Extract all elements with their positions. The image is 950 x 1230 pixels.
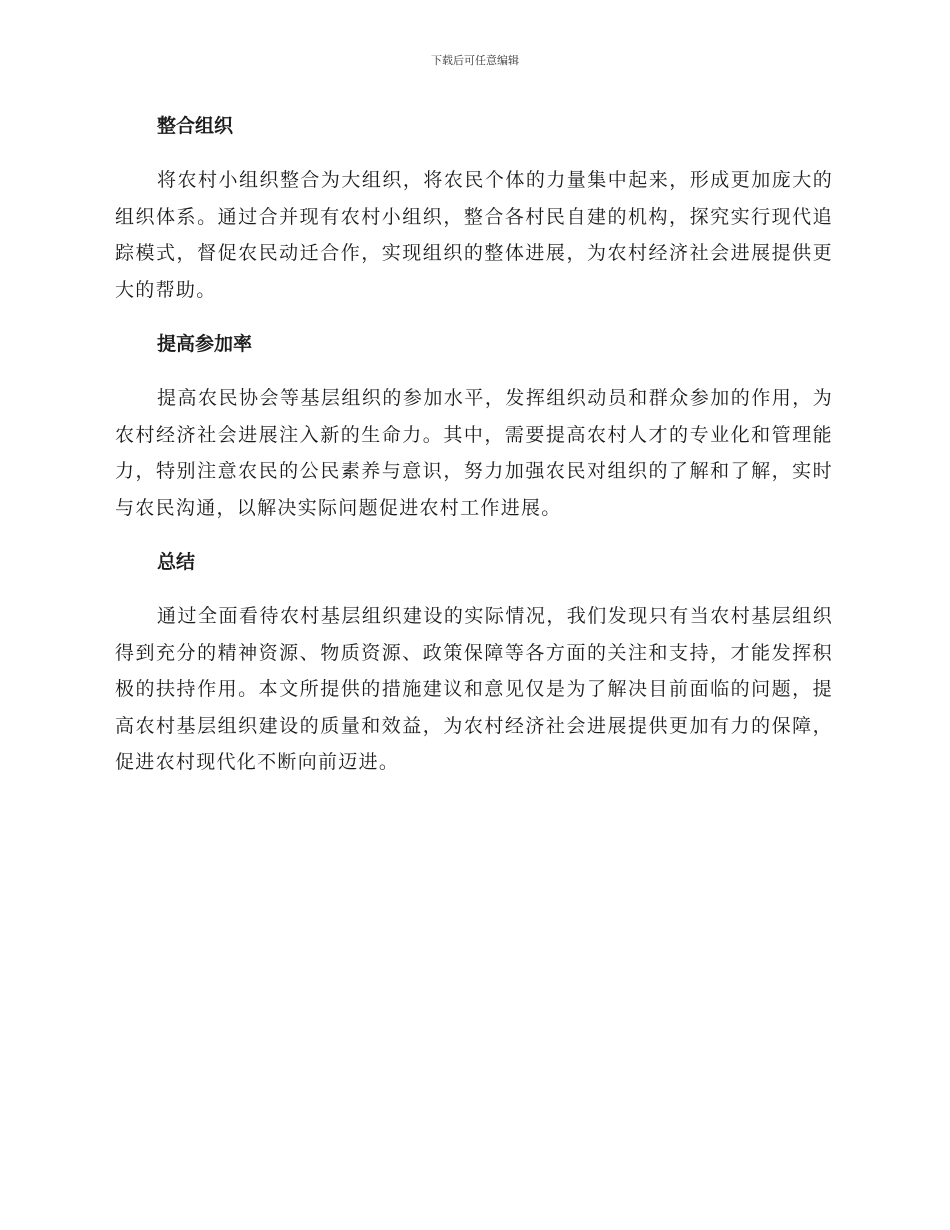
- section-heading-participation: 提高参加率: [157, 333, 253, 355]
- section-paragraph-integrate: 将农村小组织整合为大组织，将农民个体的力量集中起来，形成更加庞大的组织体系。通过合并现有农村小组织，整合各村民自建的机构，探究实行现代追踪模式，督促农民动迁合作，实现组织的整体进展，为农村经济社会进展提供更大的帮助。: [115, 169, 833, 301]
- page-header-note: 下载后可任意编辑: [431, 54, 519, 67]
- document-body: [115, 108, 833, 781]
- section-heading-integrate: 整合组织: [157, 115, 234, 137]
- section-heading-summary: 总结: [157, 551, 196, 573]
- section-paragraph-participation: 提高农民协会等基层组织的参加水平，发挥组织动员和群众参加的作用，为农村经济社会进展注入新的生命力。其中，需要提高农村人才的专业化和管理能力，特别注意农民的公民素养与意识，努力加强农民对组织的了解和了解，实时与农民沟通，以解决实际问题促进农村工作进展。: [115, 387, 833, 519]
- section-paragraph-summary: 通过全面看待农村基层组织建设的实际情况，我们发现只有当农村基层组织得到充分的精神资源、物质资源、政策保障等各方面的关注和支持，才能发挥积极的扶持作用。本文所提供的措施建议和意见仅是为了解决目前面临的问题，提高农村基层组织建设的质量和效益，为农村经济社会进展提供更加有力的保障，促进农村现代化不断向前迈进。: [115, 605, 833, 773]
